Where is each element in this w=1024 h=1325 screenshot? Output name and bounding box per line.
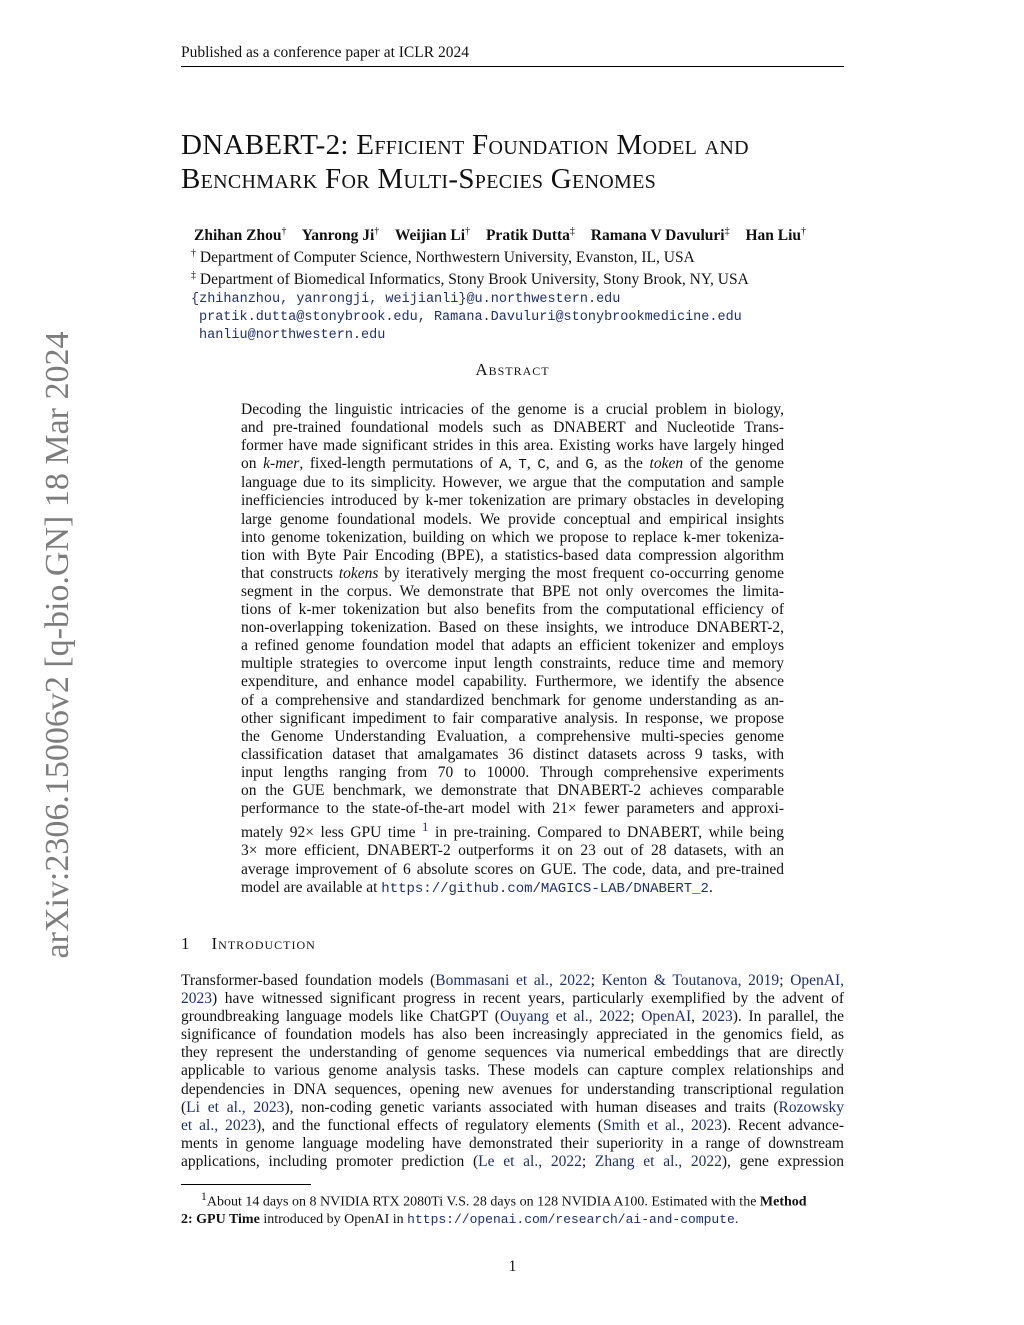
abstract-body: Decoding the linguistic intricacies of the genome is a crucial problem in biology, and pre-trained foundational models such as DNABERT and Nucleotide Trans- former have made significant strides in this area. Existing works have largely hinged on k-mer, fixed-length permutations of A, T, C, and G, as the token of the genome language due to its simplicity. However, we argue that the computation and sample inefficiencies introduced by k-mer tokenization are primary obstacles in developing large genome foundational models. We provide conceptual and empirical insights into genome tokenization, building on which we propose to replace k-mer tokeniza- tion with Byte Pair Encoding (BPE), a statistics-based data compression algorithm that constructs tokens by iteratively merging the most frequent co-occurring genome segment in the corpus. We demonstrate that BPE not only overcomes the limita- tions of k-mer tokenization but also benefits from the computational efficiency of non-overlapping tokenization. Based on these insights, we introduce DNABERT-2, a refined genome foundation model that adapts an efficient tokenizer and employs multiple strategies to overcome input length constraints, reduce time and memory expenditure, and enhance model capability. Furthermore, we identify the absence of a comprehensive and standardized benchmark for genome understanding as an- other significant impediment to fair comparative analysis. In response, we propose the Genome Understanding Evaluation, a comprehensive multi-species genome classification dataset that amalgamates 36 distinct datasets across 9 tasks, with input lengths ranging from 70 to 10000. Through comprehensive experiments on the GUE benchmark, we demonstrate that DNABERT-2 achieves comparable performance to the state-of-the-art model with 21× fewer parameters and approxi- mately 92× less GPU time $^1$ in pre-training. Compared to DNABERT, while being 3× more efficient, DNABERT-2 outperforms it on 23 out of 28 datasets, with an average improvement of 6 absolute scores on GUE. The code, data, and pre-trained model are available at https://github.com/MAGICS-LAB/DNABERT_2.: [241, 401, 785, 897]
author: Pratik Dutta‡: [485, 226, 575, 245]
author: Yanrong Ji†: [301, 226, 380, 245]
citation-link[interactable]: OpenAI: [641, 1008, 692, 1026]
citation-link[interactable]: Li et al., 2023: [186, 1098, 285, 1116]
citation-link[interactable]: et al., 2023: [181, 1116, 257, 1134]
citation-link[interactable]: Rozowsky: [778, 1098, 844, 1116]
citation-link[interactable]: 2023: [181, 990, 212, 1008]
citation-link[interactable]: Ouyang et al., 2022: [499, 1008, 631, 1026]
section-heading: 1 Introduction: [181, 934, 316, 953]
header-rule: [181, 66, 844, 67]
running-header: Published as a conference paper at ICLR 2024: [181, 44, 469, 61]
citation-link[interactable]: 2023: [701, 1008, 733, 1026]
page-number: 1: [508, 1258, 517, 1275]
affiliation: ‡ Department of Biomedical Informatics, Stony Brook University, Stony Brook, NY, USA: [191, 270, 749, 289]
intro-body: Transformer-based foundation models (Bommasani et al., 2022; Kenton & Toutanova, 2019; OpenAI, 2023) have witnessed significant progress in recent years, particularly exemplified by the advent of groundbreaking language models like ChatGPT (Ouyang et al., 2022; OpenAI, 2023). In parallel, the significance of foundation models has also been increasingly appreciated in the genomics field, as they represent the understanding of genome sequences via numerical embeddings that are directly applicable to various genome analysis tasks. These models can capture complex relationships and dependencies in DNA sequences, opening new avenues for understanding transcriptional regulation (Li et al., 2023), non-coding genetic variants associated with human diseases and traits (Rozowsky et al., 2023), and the functional effects of regulatory elements (Smith et al., 2023). Recent advance- ments in genome language modeling have demonstrated their superiority in a range of downstream applications, including promoter prediction (Le et al., 2022; Zhang et al., 2022), gene expression: [181, 972, 845, 1170]
citation-link[interactable]: Zhang et al., 2022: [594, 1152, 722, 1170]
abstract-heading: Abstract: [475, 360, 550, 379]
author: Han Liu†: [745, 226, 807, 245]
email-line[interactable]: hanliu@northwestern.edu: [199, 328, 386, 343]
title-line-2: Benchmark For Multi-Species Genomes: [181, 163, 657, 195]
openai-link[interactable]: https://openai.com/research/ai-and-compute: [407, 1211, 735, 1227]
author-list: [194, 226, 874, 245]
footnote: $^1$About 14 days on 8 NVIDIA RTX 2080Ti V.S. 28 days on 128 NVIDIA A100. Estimated with the Method 2: GPU Time introduced by OpenAI in https://openai.com/research/ai-and-compute.: [181, 1190, 807, 1227]
citation-link[interactable]: Le et al., 2022: [478, 1152, 582, 1170]
citation-link[interactable]: Bommasani et al., 2022: [435, 972, 591, 989]
email-line[interactable]: {zhihanzhou, yanrongji, weijianli}@u.northwestern.edu: [191, 292, 621, 307]
citation-link[interactable]: OpenAI,: [790, 972, 845, 989]
title-line-1: DNABERT-2: Efficient Foundation Model and: [181, 129, 749, 161]
footnote-ref[interactable]: 1: [422, 819, 429, 835]
author: Zhihan Zhou†: [194, 226, 287, 245]
citation-link[interactable]: Kenton & Toutanova, 2019: [601, 972, 780, 989]
footnote-rule: [181, 1184, 311, 1185]
email-line[interactable]: pratik.dutta@stonybrook.edu, Ramana.Davuluri@stonybrookmedicine.edu: [199, 310, 742, 325]
author: Weijian Li†: [394, 226, 471, 245]
citation-link[interactable]: Smith et al., 2023: [602, 1116, 723, 1134]
github-link[interactable]: https://github.com/MAGICS-LAB/DNABERT_2: [381, 880, 709, 897]
affiliation: † Department of Computer Science, Northwestern University, Evanston, IL, USA: [191, 248, 695, 267]
author: Ramana V Davuluri‡: [590, 226, 730, 245]
paper-title: [181, 128, 861, 196]
